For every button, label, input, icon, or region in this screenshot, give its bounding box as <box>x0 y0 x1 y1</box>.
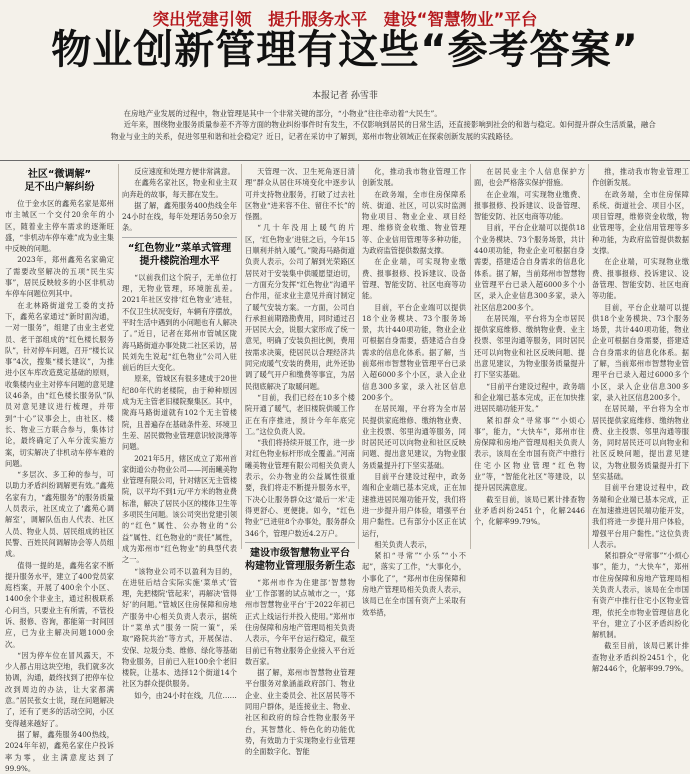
subhead-line-1: 社区“微调解” <box>27 169 92 180</box>
lead-paragraph: 在房地产业发展的过程中，物业管理是其中一个非常关键的部分，“小物业”往往牵动着“大民生”。 <box>123 109 442 118</box>
paragraph: “因为停车位在冒风露天，不少人都占用这块空地，我们就多次协调，沟通，最终找到了把停车位改到周边的办法，让大家都满意。”居民张女士说，现在问题解决了，还有了更多的活动空间，小区变得越来越好了。 <box>5 650 114 728</box>
article-column-1 <box>5 166 114 773</box>
paragraph: 位于金水区的鑫苑名家是郑州市主城区一个交付20余年的小区，随着业主停车需求的逐渐旺盛，“非机动车停车难”成为业主集中反映的问题。 <box>5 199 114 254</box>
paragraph: 在居民端，平台将为全市居民提供家庭维修、缴纳物业费、业主投票、邻里沟通等服务，同时居民还可以向物业和社区反映问题，提出意见建议，为物业服务质量提升打下坚实基础。 <box>592 404 689 482</box>
byline: 本报记者 孙雪菲 <box>312 91 378 101</box>
lead-divider <box>0 160 690 161</box>
subhead-line-2: 构建物业管理服务新生态 <box>245 560 355 572</box>
paragraph: 在政务端，全市住房保障系统、街道社会、项目小区，项目管理，维修资金收缴，物业管理等，企业信用管理等多种功能，为政府监管提供数据支撑。 <box>592 189 689 256</box>
article-column-3 <box>245 166 355 757</box>
column-rule <box>588 164 589 549</box>
paragraph: 目前，平台企业端可以提供18个业务模块、73个服务场景，共计440项功能，物业企业可根据自身需要，搭建适合自身需求的信息化体系。据了解，当前郑州市智慧物业管理平台已录入超6000多个小区，录入企业信息300多家，录入社区信息200多个。 <box>474 223 585 312</box>
paragraph: “目前平台建设过程中，政务端和企业端已基本完成，正在加快推进居民端功能开发。” <box>474 381 585 414</box>
kicker: 突出党建引领 提升服务水平 建设“智慧物业”平台 <box>152 10 538 29</box>
paragraph: 在北林路街道党工委的支持下，鑫苑名家通过“新时面沟通，一对一服务”，组建了由业主老党员、老干部组成的“红色楼长服务队”，针对停车问题，召开“楼长议事”4次，搜集“楼长建议”，为推进小区车库改造奠定基础的原则，收集楼内业主对停车问题的意见建议46条，由“红色楼长服务队”队员对意见建议进行梳理，并带到“十心”议事会上，由社区、楼长、物业三方联合参与，集体讨论，最终确定了入车分流实施方案，切实解决了非机动车停车难的问题。 <box>5 300 114 468</box>
paragraph: 截至目前，该局已累计排查物业矛盾纠纷2451个，化解2446个，化解率99.79%。 <box>592 641 689 674</box>
subhead-line-1: 建设市级智慧物业平台 <box>250 547 350 559</box>
column-rule <box>118 164 119 549</box>
subhead-line-2: 提升楼院治理水平 <box>139 255 220 267</box>
paragraph: 天管理一次、卫生死角逐日清理”群众从居住环境变化中逐步认可并支持物业服务，打破了过去社区物业“进来容不住、留住不长”的怪圈。 <box>245 167 355 222</box>
paragraph: 紧扣“寻常”“小乐”“小不起”，落实了工作，“大事化小，小事化了”，“郑州市住房保障和房地产管理局相关负责人表示，该局已在全市国有资产上采取有效举措， <box>362 551 466 617</box>
paragraph: 在居民端，平台将为全市居民提供家庭维修、缴纳物业费、业主投票、邻里沟通等服务，同时居民还可以向物业和社区反映问题、提出意见建议，为物业服务质量提升打下坚实基础。 <box>474 313 585 380</box>
paragraph: 目前，平台企业端可以提供18个业务模块、73个服务场景，共计440项功能，物业企业可根据自身需要，搭建适合自身需求的信息化体系。据了解，当前郑州市智慧物业管理平台已录入超6000多个小区，录入企业信息300多家，录入社区信息200多个。 <box>362 302 466 402</box>
paragraph: 据了解，郑州市智慧物业管理平台服务对象涵盖政府部门、物业企业、业主委员会、社区居民等不同用户群体，是连接业主、物业、社区和政府的综合性物业服务平台，其智慧化、特色化的功能优势，有效助力于实现物业行业管理的全面数字化、智能 <box>245 668 355 757</box>
subhead-line-1: “红色物业”菜单式管理 <box>127 242 232 254</box>
column-rule <box>358 164 359 549</box>
paragraph: “目前，我们已经在10多个楼院开通了暖气，老旧楼院供暖工作正在有序推进，预计今年年底完工。”这位负责人说。 <box>245 392 355 436</box>
paragraph: 在企业端，可实现物业缴费、报事报修、投诉建议、设备管理、智能安防、社区电商等功能。 <box>362 257 466 301</box>
lead-paragraph: 近年来，围绕物业服务质量参差不齐等方面的物业纠纷事件时有发生，不仅影响到居民的日常生活，还直接影响到社会的和谐与稳定。如何提升群众生活质量，融合物业与业主的关系，促进邻里和谐和社会稳定？近日，记者在采访中了解到，郑州市物业领域正在探索创新发展的实践路径。 <box>111 120 656 141</box>
article-column-5 <box>474 166 585 549</box>
paragraph: 据了解，鑫苑服务400热线全年24小时在线，每年处理话务50余万条。 <box>122 200 237 233</box>
paragraph: 在居民业主个人信息保护方面，也会严格落实保护措施。 <box>474 167 585 188</box>
paragraph: 目前平台建设过程中，政务端和企业端已基本完成，正在加速推进居民端功能开发，我们将进一步提升用户体验，增强平台用户黏性。已有部分小区正在试运行， <box>362 472 466 538</box>
paragraph: 反应速度和处理方便非常满意。 <box>134 167 235 176</box>
paragraph: 推，推动我市物业管理工作创新发展。 <box>592 167 689 188</box>
paragraph: 在企业端，可实现物业缴费、报事报修、投诉建议、设备管理、智能安防、社区电商等功能。 <box>474 189 585 222</box>
paragraph: 据了解，鑫苑服务400热线，2024年年初，鑫苑名家住户投诉率为零，业主满意度达到了99.9%。 <box>5 729 114 773</box>
paragraph: 在企业端，可实现物业缴费、报事报修、投诉建议、设备管理、智能安防、社区电商等功能。 <box>592 257 689 301</box>
paragraph: 值得一提的是，鑫苑名家不断提升服务水平，建立了400党员家庭档案，开展了400余个小区、1400余个非业主，通过积极联系心问当，只要业主有所需，不管投诉、报修、咨询，都能第一时间回应，已为业主解决问题1000余次。 <box>5 560 114 649</box>
headline: 物业创新管理有这些“参考答案” <box>51 27 639 73</box>
section-divider <box>122 237 237 238</box>
paragraph: “以前我们这个院子，无单位打理，无物业管理，环境脏乱差。2021年社区安排‘红色物业’进驻，不仅卫生状况变好，车辆有序摆放，平时生活中遇到的小问题也有人解决了。”近日，记者在郑州市管城区陇海马路街道办事处陇二社区采访，居民刘先生说起“红色物业”公司入驻前后的巨大变化。 <box>122 272 238 373</box>
paragraph: “郑州市作为住建部‘智慧物业’工作部署的试点城市之一，‘郑州市智慧物业平台’于2022年初已正式上线运行并投入使用。”郑州市住房保障和房地产管理局相关负责人表示，今年平台运行稳定，截至目前已有物业服务企业接入平台近数百家。 <box>245 577 355 666</box>
paragraph: 在鑫苑名家社区，物业和业主双向奔赴的故事，每天都在发生。 <box>122 178 237 199</box>
column-rule <box>470 164 471 549</box>
paragraph: “我们将持续开展工作，进一步对红色物业标杆形成全覆盖。”河南曦美物业管理有限公司相关负责人表示，公办物业的公益属性很重要，我们将走不断提升服务水平，下决心让服务群众这‘最后一米’走得更舒心、更便捷。如今，“红色物业”已进驻8个办事处，服务群众346个，管理户数近4.2万户。 <box>245 438 355 538</box>
paragraph: 目前平台建设过程中，政务端和企业端已基本完成，正在加速推进居民端功能开发，我们将进一步提升用户体验，增强平台用户黏性。”这位负责人表示。 <box>592 483 689 549</box>
paragraph: 2023年，郑州鑫苑名家确定了需要改坚解决的五项“民生实事”，居民反映较多的小区非机动车停车问题位列其中。 <box>5 255 114 299</box>
article-column-6 <box>592 166 689 674</box>
paragraph: “该物业公司不以盈利为目的，在进驻后结合实际实施‘菜单式’管理，先把楼院‘管起来’，再解决‘管得好’的问题。”管城区住房保障和房地产服务中心相关负责人表示，据统计“菜单式”服务一院一策”，采取“路院共治”等方式，开展保洁、安保、垃圾分类、维修、绿化等基础物业服务，目前已入驻100余个老旧楼院，让基本、选择12个街道14个社区为群众提供服务。 <box>122 566 238 689</box>
paragraph: 在居民端，平台将为全市居民提供家庭维修、缴纳物业费、业主投票、邻里沟通等服务，同时居民还可以向物业和社区反映问题、提出意见建议，为物业服务质量提升打下坚实基础。 <box>362 404 466 470</box>
paragraph: 目前，平台企业端可以提供18个业务模块、73个服务场景，共计440项功能，物业企业可根据自身需要，搭建适合自身需求的信息化体系。据了解，当前郑州市智慧物业管理平台已录入超过6000多个小区，录入企业信息300多家，录入社区信息200多个。 <box>592 302 689 402</box>
section-subhead <box>245 547 355 573</box>
paragraph: “多层次、多工种的参与，可以助力矛盾纠纷调解更有效。”鑫苑名家有力，“鑫苑服务”的服务质量人员表示，社区成立了‘鑫苑心调解室’，调解队伍由人代表、社区人员、物业人员、居民组成的社区民警、百姓民间调解协会等人员组成。 <box>5 470 114 559</box>
article-column-4 <box>362 166 466 617</box>
paragraph: 相关负责人表示， <box>374 539 432 549</box>
section-subhead <box>122 242 237 268</box>
paragraph: 如今，由24小时在线，几位…… <box>134 690 237 700</box>
article-column-2 <box>122 166 238 700</box>
subhead-line-2: 足不出户解纠纷 <box>24 182 95 193</box>
paragraph: “几十年没用上暖气的片区，‘红色物业’进驻之后，今年15日顺利并纳入暖气。”陇海马路街道负责人表示，公司了解到光荣路区居民对于安装集中供暖愿望迫切，一方面充分发挥“红色物业”沟通平台作用，征求业主意见并商讨制定了暖气安装方案。一方面，公司自行承担前期踏勘费用，同时通过召开居民大会，说服大家形成了统一意见，明确了安装负担比例，费用按需求决策，使居民以合理经济共同完成暖气安装的费用，此外还协调了暖气开户和缴费等事宜，为居民彻底解决了取暖问题。 <box>245 223 355 391</box>
section-divider <box>245 542 355 543</box>
column-rule <box>241 164 242 549</box>
paragraph: 原来，管城区有很多建成于20世纪80年代的老楼院，由于种种原因成为无主管老旧楼院聚集区。其中，陇海马路街道就有102个无主管楼院，且普遍存在基础条件差、环境卫生差、居民微物业管理意识较淡薄等问题。 <box>122 374 238 452</box>
paragraph: 2021年5月，辖区成立了郑州首家街道公办物业公司——河南曦美物业管理有限公司，针对辖区无主管楼院，以平均不到1元/平方米的物业费标准，解决了居民小区的楼体卫生等多项民生问题。该公司突出党建引领的“红色”属性、公办物业的“公益”属性、红色物业的“责任”属性，成为郑州市“红色物业”的典型代表之一。 <box>122 453 238 565</box>
lead-paragraphs <box>111 108 660 142</box>
paragraph: 截至目前，该局已累计排查物业矛盾纠纷2451个，化解2446个，化解率99.79%。 <box>474 494 585 527</box>
paragraph: 紧扣群众“寻常事”“小烦心事”，能力，“大快车”，郑州市住房保障和房地产管理局相关负责人表示，该局在全市国有资产中推行住宅小区物业管理“红色物业”等，“智能化社区”等建设，以提升居民满意度。 <box>474 415 585 493</box>
paragraph: 化，推动我市物业管理工作创新发展。 <box>362 167 466 188</box>
section-subhead <box>5 168 114 194</box>
paragraph: 紧扣群众“寻常事”“小烦心事”，能力，“大快车”，郑州市住房保障和房地产管理局相关负责人表示，该局在全市国有资产中推行住宅小区物业管理，依托全市物业管理信息化平台，建立了小区矛盾纠纷化解机制。 <box>592 551 689 640</box>
paragraph: 在政务端，全市住房保障系统、街道、社区，可以实时监测物业项目、物业企业、项目经理、维修资金收缴、物业管理等、企业信用管理等多种功能，为政府监管提供数据支撑。 <box>362 189 466 256</box>
